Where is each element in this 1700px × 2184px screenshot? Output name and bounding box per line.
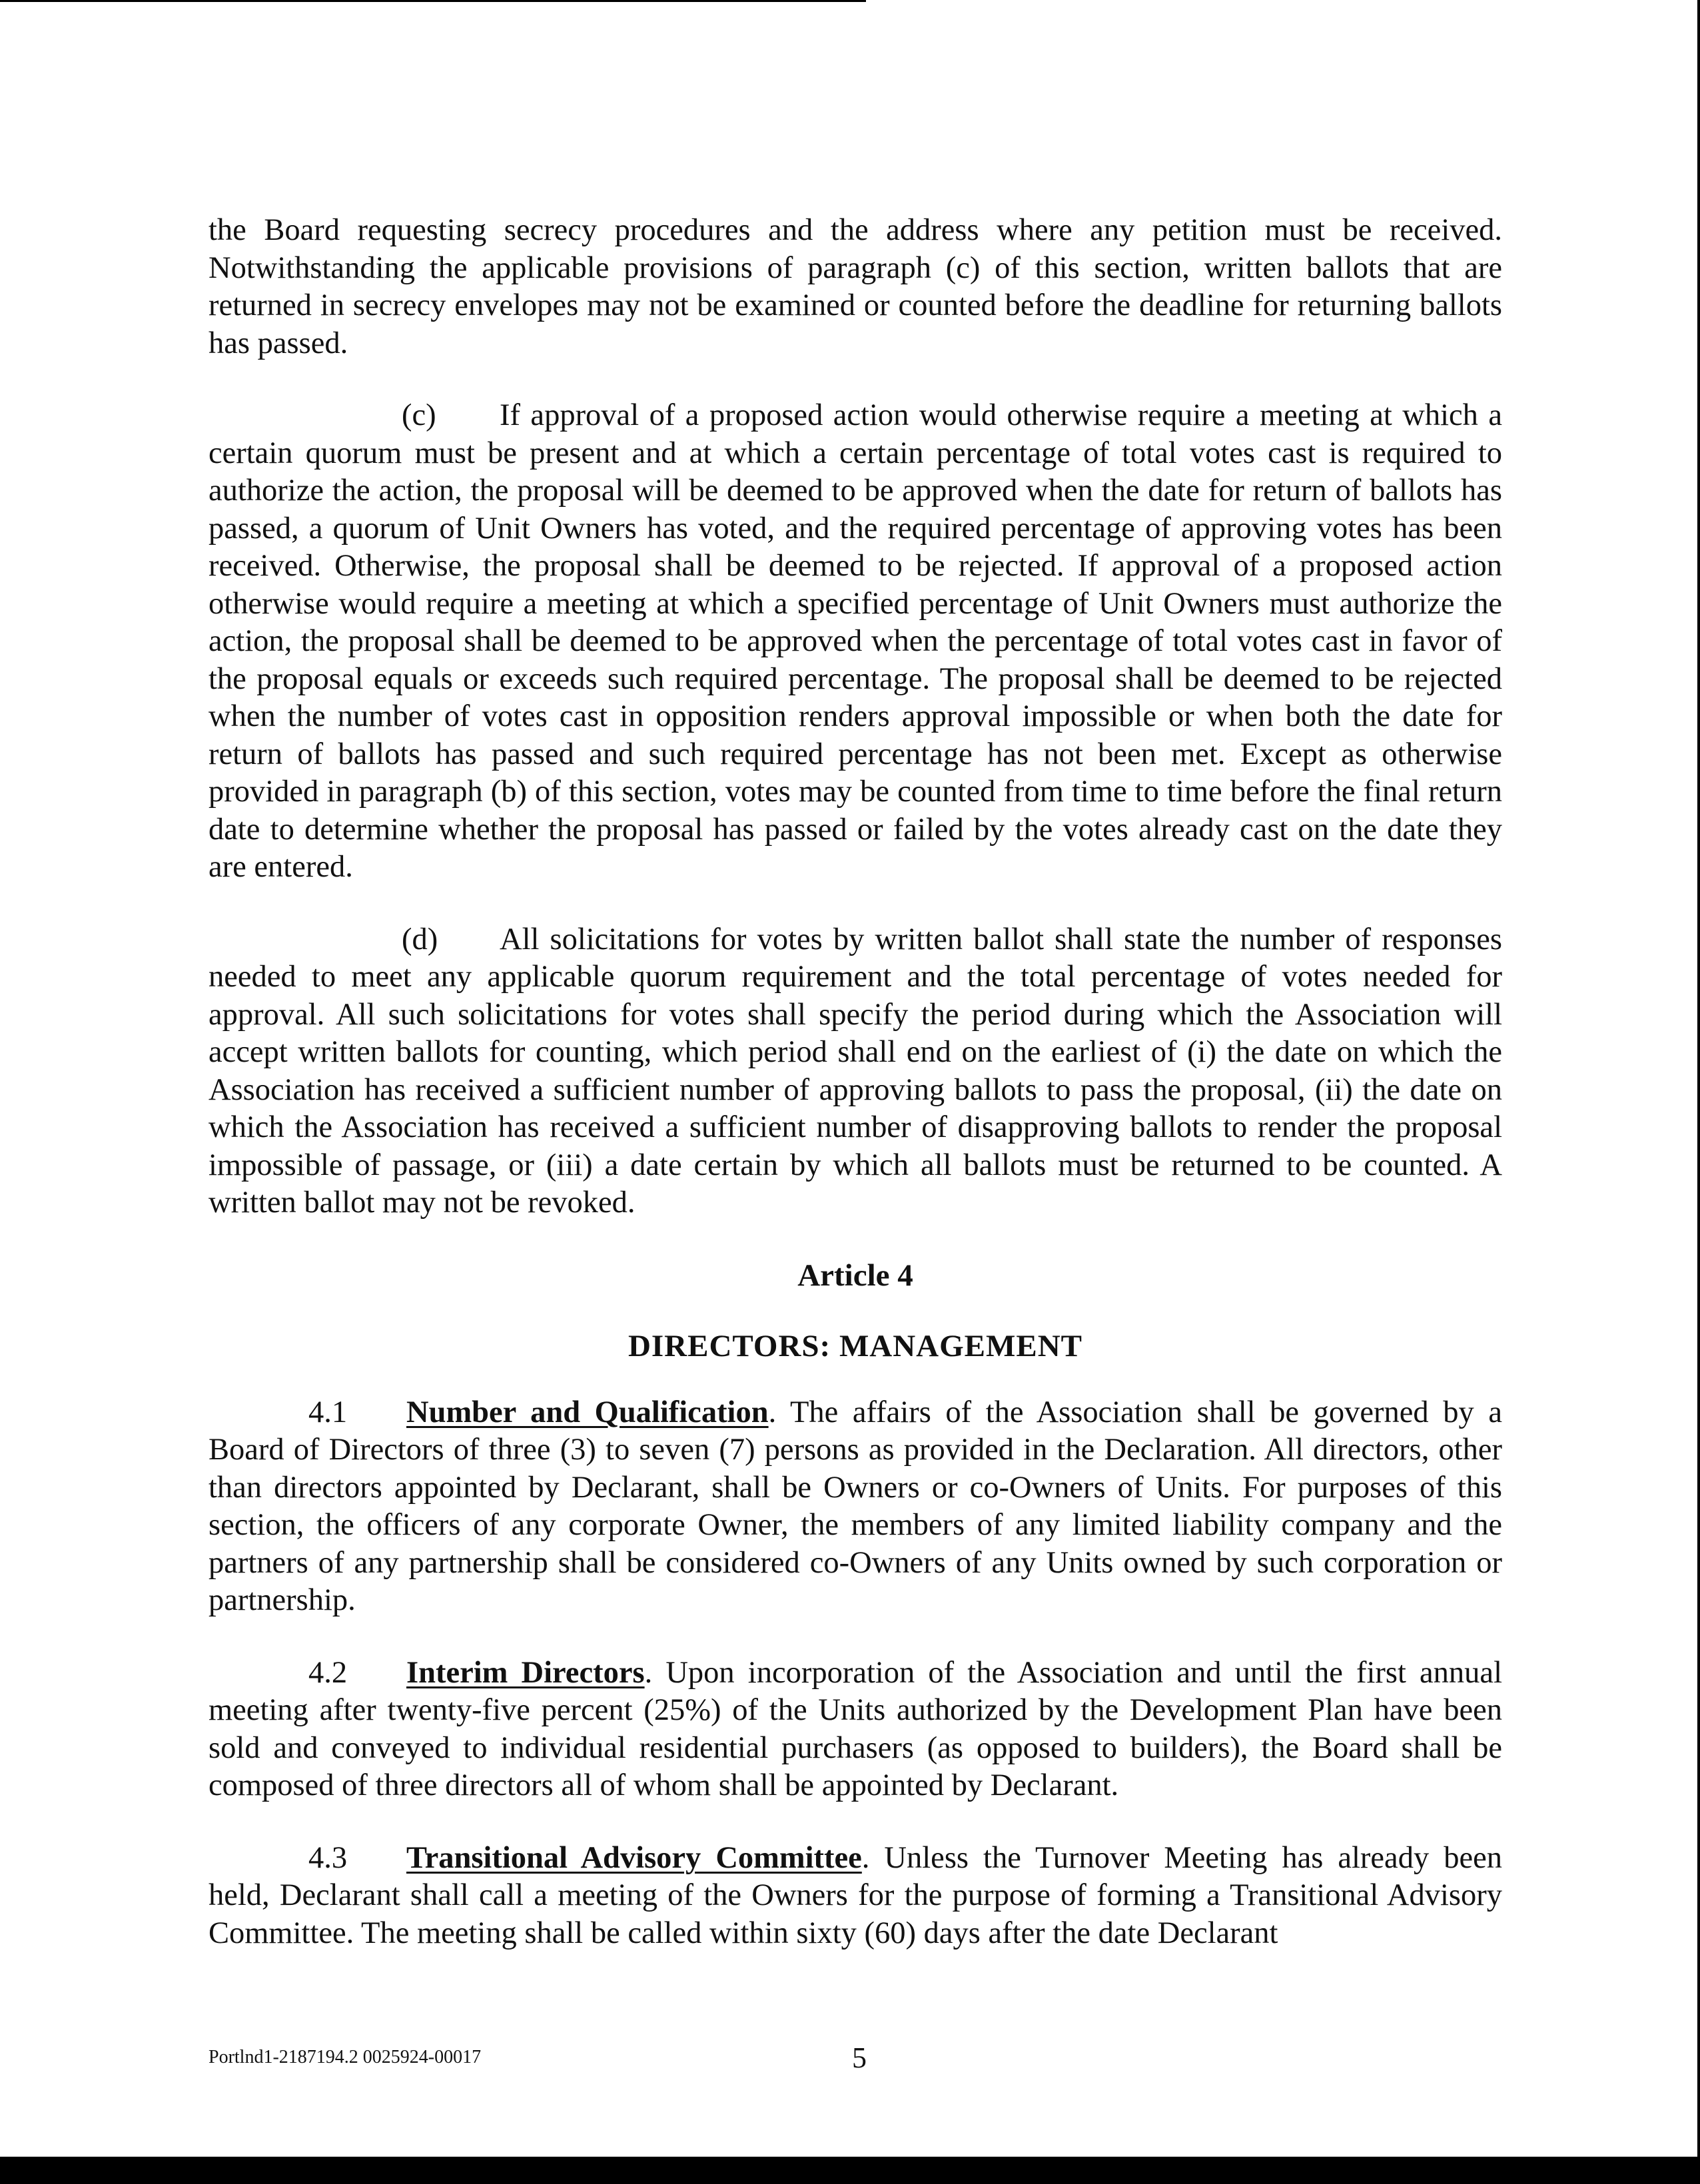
paragraph-c-label: (c) <box>402 398 436 432</box>
footer-document-id: Portlnd1-2187194.2 0025924-00017 <box>209 2047 482 2067</box>
paragraph-d <box>209 921 1502 1222</box>
paragraph-c-text: If approval of a proposed action would otherwise require a meeting at which a certain quorum must be present and at which a certain percentage of total votes cast is required to authorize the action, the proposal will be deemed to be approved when the date for return of ballots has passed, a quorum of Unit Owners has voted, and the required percentage of approving votes has been received. Otherwise, the proposal shall be deemed to be rejected. If approval of a proposed action otherwise would require a meeting at which a specified percentage of Unit Owners must authorize the action, the proposal shall be deemed to be approved when the percentage of total votes cast in favor of the proposal equals or exceeds such required percentage. The proposal shall be deemed to be rejected when the number of votes cast in opposition renders approval impossible or when both the date for return of ballots has passed and such required percentage has not been met. Except as otherwise provided in paragraph (b) of this section, votes may be counted from time to time before the final return date to determine whether the proposal has passed or failed by the votes already cast on the date they are entered. <box>209 398 1502 884</box>
section-4-2-text: . Upon incorporation of the Association and until the first annual meeting after twenty-five percent (25%) of the Units authorized by the Development Plan have been sold and conveyed to individual residential purchasers (as opposed to builders), the Board shall be composed of three directors all of whom shall be appointed by Declarant. <box>209 1655 1502 1802</box>
scan-top-edge <box>0 0 866 2</box>
footer-page-number: 5 <box>852 2041 867 2074</box>
scan-right-edge <box>1697 0 1700 2184</box>
section-4-1 <box>209 1394 1502 1620</box>
section-4-3-number: 4.3 <box>308 1840 348 1875</box>
section-4-1-text: . The affairs of the Association shall be governed by a Board of Directors of three (3) to seven (7) persons as provided in the Declaration. All directors, other than directors appointed by Declarant, shall be Owners or co-Owners of Units. For purposes of this section, the officers of any corporate Owner, the members of any limited liability company and the partners of any partnership shall be considered co-Owners of any Units owned by such corporation or partnership. <box>209 1395 1503 1617</box>
section-4-3-text: . Unless the Turnover Meeting has already been held, Declarant shall call a meeting of the Owners for the purpose of forming a Transitional Advisory Committee. The meeting shall be called within sixty (60) days after the date Declarant <box>209 1840 1502 1950</box>
article-title: Article 4 <box>797 1258 913 1293</box>
paragraph-d-text: All solicitations for votes by written ballot shall state the number of responses needed to meet any applicable quorum requirement and the total percentage of votes needed for approval. All such solicitations for votes shall specify the period during which the Association will accept written ballots for counting, which period shall end on the earliest of (i) the date on which the Association has received a sufficient number of approving ballots to pass the proposal, (ii) the date on which the Association has received a sufficient number of disapproving ballots to render the proposal impossible of passage, or (iii) a date certain by which all ballots must be returned to be counted. A written ballot may not be revoked. <box>209 922 1502 1220</box>
continuation-paragraph: the Board requesting secrecy procedures and the address where any petition must be received. Notwithstanding the applicable provisions of paragraph (c) of this section, written ballots that are returned in secrecy envelopes may not be examined or counted before the deadline for returning ballots has passed. <box>209 213 1502 360</box>
section-4-1-heading: Number and Qualification <box>406 1395 769 1429</box>
section-4-2-heading: Interim Directors <box>406 1655 645 1690</box>
paragraph-c <box>209 397 1502 887</box>
article-subtitle: DIRECTORS: MANAGEMENT <box>628 1328 1083 1363</box>
document-page-body <box>209 212 1502 1987</box>
section-4-3 <box>209 1840 1502 1953</box>
section-4-2 <box>209 1654 1502 1805</box>
section-4-2-number: 4.2 <box>308 1655 348 1690</box>
paragraph-d-label: (d) <box>402 922 438 956</box>
section-4-1-number: 4.1 <box>308 1395 348 1429</box>
section-4-3-heading: Transitional Advisory Committee <box>406 1840 862 1875</box>
scan-bottom-edge <box>0 2157 1700 2184</box>
